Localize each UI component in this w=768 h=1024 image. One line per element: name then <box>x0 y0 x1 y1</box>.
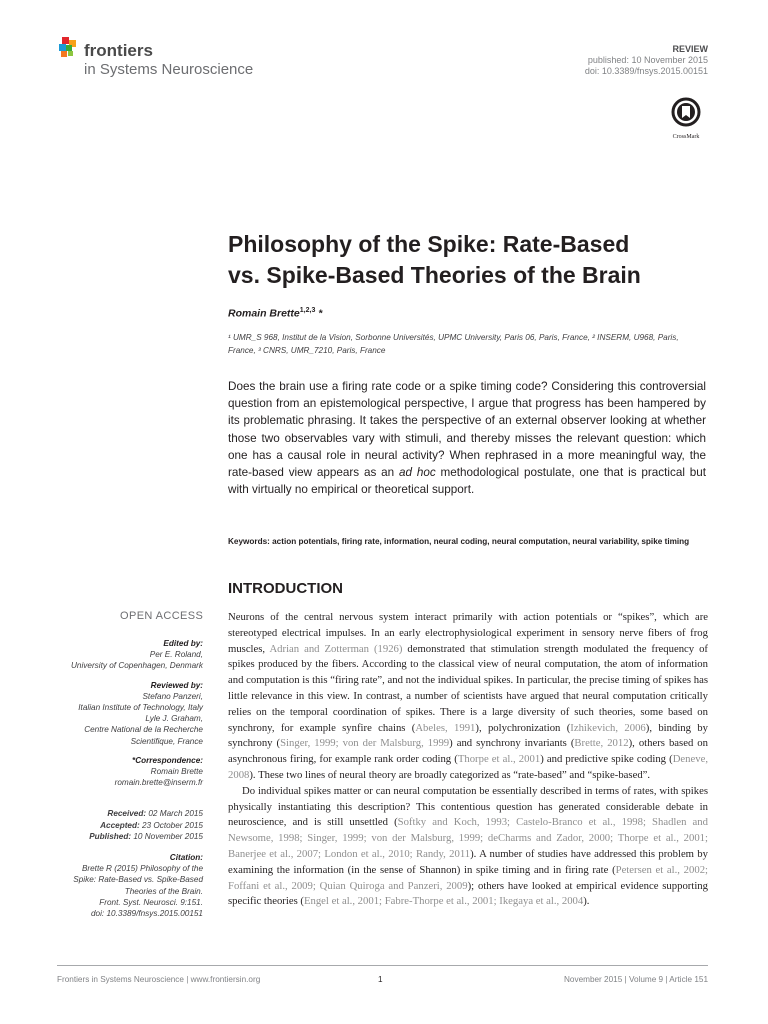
author-name[interactable]: Romain Brette <box>228 307 300 320</box>
body-text-run: ) and predictive spike coding ( <box>540 753 673 766</box>
accepted-date: Accepted: 23 October 2015 <box>100 820 203 830</box>
published-date-sidebar: Published: 10 November 2015 <box>89 831 203 841</box>
correspondence-name: Romain Brette <box>150 767 203 777</box>
author-affiliation-numbers: 1,2,3 <box>299 307 316 314</box>
body-text-run: ) and synchrony invariants ( <box>449 737 575 750</box>
reviewer-line: Centre National de la Recherche <box>84 725 203 735</box>
abstract <box>228 378 706 498</box>
article-meta <box>585 44 708 77</box>
editor-line: University of Copenhagen, Denmark <box>71 661 203 671</box>
article-type: REVIEW <box>672 44 708 54</box>
citation-line: Brette R (2015) Philosophy of the <box>81 864 203 874</box>
citation-link[interactable]: Deneve, 2008 <box>228 753 708 781</box>
crossmark-icon <box>671 97 701 127</box>
citation-link[interactable]: Singer, 1999; von der Malsburg, 1999 <box>280 737 450 750</box>
correspondence-heading: *Correspondence: <box>132 755 203 765</box>
editor-line: Per E. Roland, <box>149 650 203 660</box>
citation-link[interactable]: Engel et al., 2001; Fabre-Thorpe et al., 2001; Ikegaya et al., 2004 <box>303 895 584 908</box>
abstract-italic: ad hoc <box>399 466 436 480</box>
citation-link[interactable]: Softky and Koch, 1993; Castelo-Branco et al., 1998; Shadlen and Newsome, 1998; Singer, 1999; von der Malsburg, 1999; deCharms and Zador, 2000; Thorpe et al., 2001; Banerjee et al., 2007; London et al., 2010; Randy, 2011 <box>228 816 708 860</box>
article-title <box>228 229 718 291</box>
citation-link[interactable]: Brette, 2012 <box>574 737 629 750</box>
brand-name[interactable]: frontiers <box>84 41 153 60</box>
citation-line: Spike: Rate-Based vs. Spike-Based <box>73 875 203 885</box>
author-line <box>228 307 322 320</box>
title-line-2: vs. Spike-Based Theories of the Brain <box>228 262 641 288</box>
corresponding-star: * <box>315 307 323 320</box>
journal-name[interactable]: in Systems Neuroscience <box>84 61 254 78</box>
page-number: 1 <box>378 975 383 984</box>
citation-heading: Citation: <box>169 853 203 863</box>
body-text-run: ), polychronization ( <box>475 721 571 734</box>
citation-line: Theories of the Brain. <box>124 886 203 896</box>
doi-link[interactable]: doi: 10.3389/fnsys.2015.00151 <box>584 66 708 76</box>
body-text-run: ). These two lines of neural theory are broadly categorized as “rate-based” and “spike-based”. <box>249 768 651 781</box>
introduction-body <box>228 610 708 910</box>
body-text-run: ), binding by synchrony ( <box>228 721 708 750</box>
crossmark-badge[interactable] <box>671 97 701 140</box>
received-date: Received: 02 March 2015 <box>107 809 203 819</box>
reviewer-line: Scientifique, France <box>130 736 203 746</box>
citation-link[interactable]: Petersen et al., 2002; Foffani et al., 2009; Quian Quiroga and Panzeri, 2009 <box>228 863 709 892</box>
section-heading-introduction: INTRODUCTION <box>228 580 343 597</box>
citation-line: Front. Syst. Neurosci. 9:151. <box>99 897 203 907</box>
paragraph <box>228 610 708 784</box>
body-text-run: ), others based on asynchronous firing, for example rank order coding ( <box>228 737 708 766</box>
reviewer-line: Lyle J. Graham, <box>145 714 203 724</box>
body-text-run: demonstrated that stimulation strength modulated the frequency of spikes produced by the fibers. According to the classical view of neural computation, the atom of information and computation is this “firing rate”, and not the individual spikes. In particular, the precise timing of spikes has little relevance in this view. In contrast, a number of scientists have argued that neural computation critically relies on the temporal coordination of spikes. There is a large diversity of such theories, some based on synchrony, for example synfire chains ( <box>228 642 708 734</box>
article-sidebar <box>23 638 203 919</box>
citation-doi[interactable]: doi: 10.3389/fnsys.2015.00151 <box>91 909 203 919</box>
published-date: published: 10 November 2015 <box>587 55 708 65</box>
abstract-text: methodological postulate, one that is practical but with virtually no empirical or theoretical support. <box>228 466 707 497</box>
affiliation-line: ¹ UMR_S 968, Institut de la Vision, Sorbonne Universités, UPMC University, Paris 06, Paris, France, ² INSERM, U968, Paris, <box>228 333 679 342</box>
body-text-run: Do individual spikes matter or can neural computation be essentially described in terms of rates, with spikes physically instantiating this description? This contentious question has generated considerable debate in neuroscience, and is still unsettled ( <box>228 784 708 829</box>
crossmark-label: CrossMark <box>672 134 700 140</box>
reviewer-line: Stefano Panzeri, <box>142 691 203 701</box>
reviewer-line: Italian Institute of Technology, Italy <box>78 703 203 713</box>
open-access-label: OPEN ACCESS <box>120 610 204 622</box>
body-text-run: ). A number of studies have addressed this problem by examining the information (in the sense of Shannon) in spike timing and in firing rate ( <box>228 847 708 876</box>
body-text-run: ). <box>583 895 590 908</box>
keywords: Keywords: action potentials, firing rate, information, neural coding, neural computation, neural variability, spike timing <box>228 537 690 546</box>
title-line-1: Philosophy of the Spike: Rate-Based <box>228 231 630 257</box>
body-text-run: Neurons of the central nervous system interact primarily with action potentials or “spikes”, which are stereotyped electrical impulses. In an early electrophysiological experiment in sensory nerve fibers of frog muscles, <box>228 611 708 655</box>
footer-journal[interactable]: Frontiers in Systems Neuroscience | www.frontiersin.org <box>57 975 261 984</box>
affiliations <box>228 331 708 357</box>
edited-by-heading: Edited by: <box>163 639 203 648</box>
citation-link[interactable]: Adrian and Zotterman (1926) <box>269 642 403 655</box>
affiliation-line: France, ³ CNRS, UMR_7210, Paris, France <box>228 346 386 355</box>
footer-volume: November 2015 | Volume 9 | Article 151 <box>564 975 708 984</box>
correspondence-email[interactable]: romain.brette@inserm.fr <box>114 778 203 788</box>
paragraph <box>228 784 708 910</box>
body-text-run: ); others have looked at empirical evidence supporting specific theories ( <box>228 879 708 908</box>
citation-link[interactable]: Abeles, 1991 <box>415 721 476 734</box>
reviewed-by-heading: Reviewed by: <box>150 680 203 690</box>
abstract-text: Does the brain use a firing rate code or a spike timing code? Considering this controversial question from an epistemological perspective, I argue that progress has been hampered by its problematic phrasing. It takes the perspective of an external observer looking at whether those two observables vary with stimuli, and thereby misses the relevant question: which one has a causal role in neural activity? When rephrased in a more meaningful way, the rate-based view appears as an <box>228 380 706 480</box>
frontiers-logo-icon[interactable] <box>57 36 81 60</box>
citation-link[interactable]: Thorpe et al., 2001 <box>457 753 541 766</box>
citation-link[interactable]: Izhikevich, 2006 <box>570 721 646 734</box>
footer-divider <box>57 965 708 966</box>
